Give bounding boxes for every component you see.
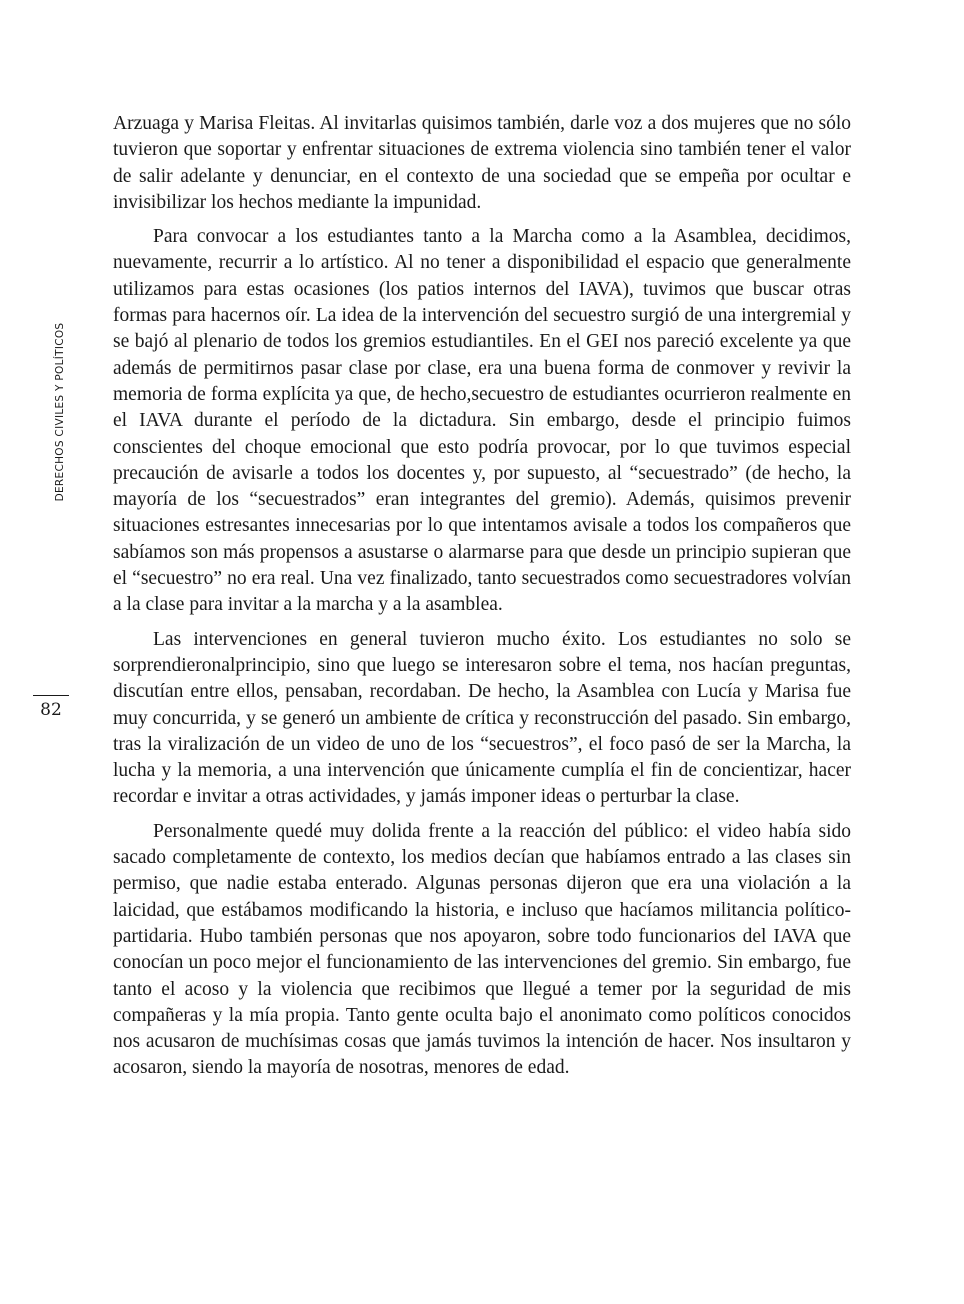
body-text <box>113 111 851 1090</box>
paragraph: Las intervenciones en general tuvieron mucho éxito. Los estudiantes no solo se sorprendieronalprincipio, sino que luego se interesaron sobre el tema, nos hacían preguntas, discutían entre ellos, pensaban, recordaban. De hecho, la Asamblea con Lucía y Marisa fue muy concurrida, y se generó un ambiente de crítica y reconstrucción del pasado. Sin embargo, tras la viralización de un video de uno de los “secuestros”, el foco pasó de ser la Marcha, la lucha y la memoria, a una intervención que únicamente cumplía el fin de concientizar, hacer recordar e invitar a otras actividades, y jamás imponer ideas o perturbar la clase. <box>113 628 851 808</box>
page-number-rule <box>33 695 69 696</box>
paragraph-continuation: Arzuaga y Marisa Fleitas. Al invitarlas quisimos también, darle voz a dos mujeres que no sólo tuvieron que soportar y enfrentar situaciones de extrema violencia sino también tener el valor de salir adelante y denunciar, en el contexto de una sociedad que se empeña por ocultar e invisibilizar los hechos mediante la impunidad. <box>113 113 851 213</box>
page-number: 82 <box>40 700 62 720</box>
paragraph: Para convocar a los estudiantes tanto a la Marcha como a la Asamblea, decidimos, nuevamente, recurrir a lo artístico. Al no tener a disponibilidad el espacio que generalmente utilizamos para estas ocasiones (los patios internos del IAVA), tuvimos que buscar otras formas para hacernos oír. La idea de la intervención del secuestro surgió de una intergremial y se bajó al plenario de todos los gremios estudiantiles. En el GEI nos pareció excelente ya que además de permitirnos pasar clase por clase, era una buena forma de conmover y revivir la memoria de forma explícita ya que, de hecho,secuestro de estudiantes ocurrieron realmente en el IAVA durante el período de la dictadura. Sin embargo, desde el principio fuimos conscientes del choque emocional que esto podría provocar, por lo que tuvimos especial precaución de avisarle a todos los docentes y, por supuesto, al “secuestrado” (de hecho, la mayoría de los “secuestrados” eran integrantes del gremio). Además, quisimos prevenir situaciones estresantes innecesarias por lo que intentamos avisale a todos los compañeros que sabíamos son más propensos a asustarse o alarmarse para que desde un principio supieran que el “secuestro” no era real. Una vez finalizado, tanto secuestrados como secuestradores volvían a la clase para invitar a la marcha y a la asamblea. <box>113 226 851 616</box>
running-header: DERECHOS CIVILES Y POLÍTICOS <box>54 322 66 502</box>
paragraph: Personalmente quedé muy dolida frente a la reacción del público: el video había sido sacado completamente de contexto, los medios decían que habíamos entrado a las clases sin permiso, que nadie estaba enterado. Algunas personas dijeron que era una violación a la laicidad, que estábamos modificando la historia, e incluso que hacíamos militancia político-partidaria. Hubo también personas que nos apoyaron, sobre todo funcionarios del IAVA que conocían un poco mejor el funcionamiento de las intervenciones del gremio. Sin embargo, fue tanto el acoso y la violencia que recibimos que llegué a temer por la seguridad de mis compañeras y la mía propia. Tanto gente oculta bajo el anonimato como políticos conocidos nos acusaron de muchísimas cosas que jamás tuvimos la intención de hacer. Nos insultaron y acosaron, siendo la mayoría de nosotras, menores de edad. <box>113 820 851 1079</box>
